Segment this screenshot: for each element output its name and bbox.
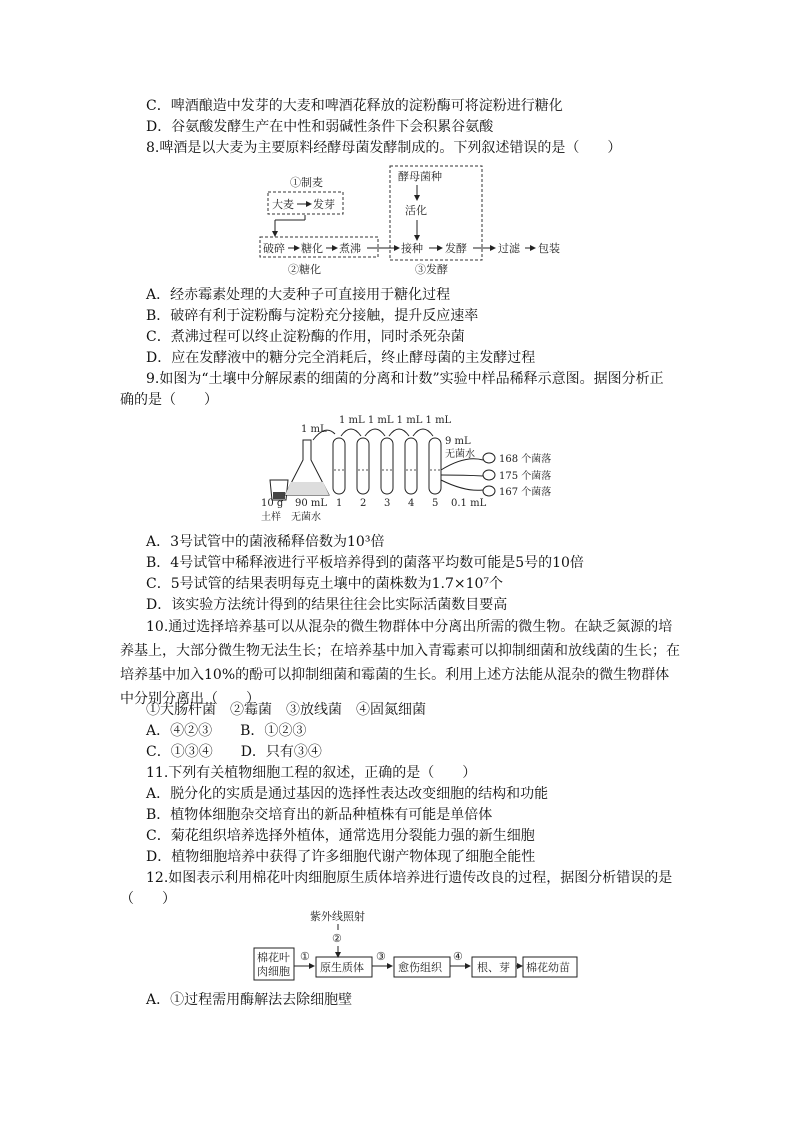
step1-marker: ①	[300, 950, 310, 963]
test-tubes	[333, 429, 441, 494]
crush-label: 破碎	[263, 242, 285, 255]
q7-option-d: D．谷氨酸发酵生产在中性和弱碱性条件下会积累谷氨酸	[146, 119, 494, 135]
step2-label: ②糖化	[288, 263, 321, 276]
q8-option-c: C．煮沸过程可以终止淀粉酶的作用，同时杀死杂菌	[146, 329, 465, 345]
q11-option-d: D．植物细胞培养中获得了许多细胞代谢产物体现了细胞全能性	[146, 849, 536, 865]
tube-3-label: 3	[384, 498, 391, 509]
q11-stem: 11.下列有关植物细胞工程的叙述，正确的是（ ）	[146, 765, 477, 781]
step4-marker: ④	[453, 950, 463, 963]
q9-option-c: C．5号试管的结果表明每克土壤中的菌株数为1.7×10⁷个	[146, 576, 504, 592]
q11-option-a: A．脱分化的实质是通过基因的选择性表达改变细胞的结构和功能	[146, 786, 549, 802]
sample-mass: 10 g	[261, 498, 284, 509]
q9-option-d: D．该实验方法统计得到的结果往往会比实际活菌数目要高	[146, 597, 508, 613]
leaf-line1: 棉花叶	[257, 951, 290, 964]
protoplast-label: 原生质体	[320, 961, 364, 974]
q10-stem: 10.通过选择培养基可以从混杂的微生物群体中分离出所需的微生物。在缺乏氮源的培养基上，大部分微生物无法生长；在培养基中加入青霉素可以抑制细菌和放线菌的生长；在培养基中加入10%的酚可以抑制细菌和霉菌的生长。利用上述方法能从混杂的微生物群体中分别分离出（ ）	[120, 619, 680, 707]
q12-stem-line1: 12.如图表示利用棉花叶肉细胞原生质体培养进行遗传改良的过程，据图分析错误的是	[146, 870, 673, 886]
tube-4-label: 4	[408, 498, 415, 509]
q8-option-b: B．破碎有利于淀粉酶与淀粉充分接触，提升反应速率	[146, 308, 479, 324]
step2-marker: ②	[332, 932, 342, 945]
barley-label: 大麦	[272, 198, 294, 211]
activate-label: 活化	[405, 204, 427, 217]
q8-option-a: A．经赤霉素处理的大麦种子可直接用于糖化过程	[146, 287, 451, 303]
colony-count-1: 168 个菌落	[499, 454, 552, 465]
q11-option-c: C．菊花组织培养选择外植体，通常选用分裂能力强的新生细胞	[146, 828, 535, 844]
water-right-label: 无菌水	[445, 449, 475, 460]
uv-label: 紫外线照射	[310, 910, 365, 923]
q10-choices: ①大肠杆菌 ②霉菌 ③放线菌 ④固氮细菌	[146, 702, 426, 718]
q10-option-cd: C．①③④ D．只有③④	[146, 744, 322, 760]
q9-option-a: A．3号试管中的菌液稀释倍数为10³倍	[146, 534, 385, 550]
step3-label: ③发酵	[415, 263, 448, 276]
tube-2-label: 2	[360, 498, 367, 509]
step3-marker: ③	[376, 950, 386, 963]
tube-1-label: 1	[336, 498, 343, 509]
leaf-line2: 肉细胞	[257, 965, 290, 978]
q8-stem: 8.啤酒是以大麦为主要原料经酵母菌发酵制成的。下列叙述错误的是（ ）	[146, 140, 622, 156]
ml9-label: 9 mL	[445, 436, 471, 447]
dilution-diagram	[255, 410, 595, 528]
ferment-label: 发酵	[445, 242, 467, 255]
brewing-process-diagram	[255, 160, 575, 280]
sugar-label: 糖化	[301, 242, 323, 255]
water-label: 无菌水	[291, 512, 321, 523]
q10-option-ab: A．④②③ B．①②③	[146, 723, 307, 739]
tube-5-label: 5	[432, 498, 439, 509]
q11-option-b: B．植物体细胞杂交培育出的新品种植株有可能是单倍体	[146, 807, 493, 823]
ml01-label: 0.1 mL	[451, 498, 487, 509]
yeast-label: 酵母菌种	[398, 170, 442, 183]
q9-option-b: B．4号试管中稀释液进行平板培养得到的菌落平均数可能是5号的10倍	[146, 555, 584, 571]
callus-label: 愈伤组织	[398, 961, 442, 974]
seedling-label: 棉花幼苗	[526, 961, 570, 974]
ml-row-label: 1 mL 1 mL 1 mL 1 mL	[339, 415, 452, 426]
pack-label: 包装	[538, 242, 560, 255]
step1-label: ①制麦	[290, 176, 323, 189]
colony-count-3: 167 个菌落	[499, 487, 552, 498]
q12-stem-line2: （ ）	[120, 891, 176, 907]
vol90-label: 90 mL	[295, 498, 328, 509]
inoculate-label: 接种	[401, 242, 423, 255]
root-bud-label: 根、芽	[477, 961, 510, 974]
boil-label: 煮沸	[339, 242, 361, 255]
q7-option-c: C．啤酒酿造中发芽的大麦和啤酒花释放的淀粉酶可将淀粉进行糖化	[146, 98, 563, 114]
protoplast-culture-diagram	[250, 908, 580, 983]
q9-stem-line2: 确的是（ ）	[120, 392, 218, 408]
sprout-label: 发芽	[313, 198, 335, 211]
colony-count-2: 175 个菌落	[499, 471, 552, 482]
sample-label: 土样	[261, 512, 281, 523]
q9-stem-line1: 9.如图为“土壤中分解尿素的细菌的分离和计数”实验中样品稀释示意图。据图分析正	[146, 371, 664, 387]
q8-option-d: D．应在发酵液中的糖分完全消耗后，终止酵母菌的主发酵过程	[146, 350, 536, 366]
q12-option-a: A．①过程需用酶解法去除细胞壁	[146, 992, 353, 1008]
filter-label: 过滤	[498, 242, 520, 255]
ml1-label: 1 mL	[301, 424, 327, 435]
